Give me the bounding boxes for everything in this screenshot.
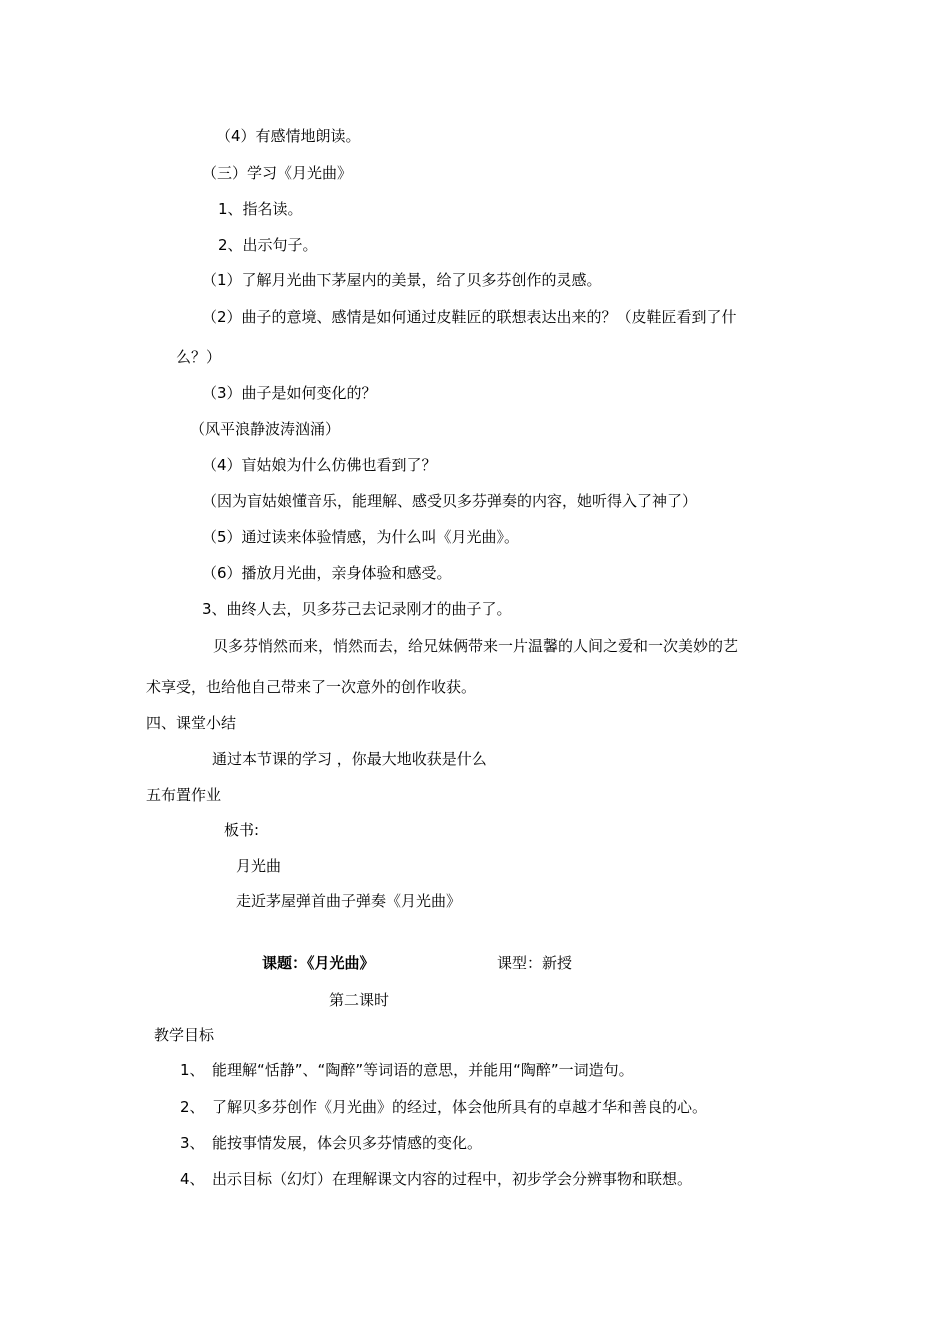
- section-heading: 五布置作业: [146, 786, 222, 804]
- text-line: 板书:: [224, 821, 260, 839]
- section-heading: （三）学习《月光曲》: [202, 164, 353, 182]
- text-line: 月光曲: [236, 857, 282, 875]
- text-line: 术享受，也给他自己带来了一次意外的创作收获。: [146, 678, 477, 696]
- text-line: （5）通过读来体验情感，为什么叫《月光曲》。: [202, 528, 520, 546]
- goal-text: 了解贝多芬创作《月光曲》的经过，体会他所具有的卓越才华和善良的心。: [212, 1098, 708, 1116]
- goal-number: 1、: [180, 1061, 205, 1079]
- text-line: 么？）: [176, 348, 222, 366]
- goal-number: 4、: [180, 1170, 205, 1188]
- text-line: 3、曲终人去，贝多芬己去记录刚才的曲子了。: [202, 600, 512, 618]
- text-line: （4）有感情地朗读。: [216, 127, 361, 145]
- text-line: 走近茅屋弹首曲子弹奏《月光曲》: [236, 892, 462, 910]
- text-line: （2）曲子的意境、感情是如何通过皮鞋匠的联想表达出来的？（皮鞋匠看到了什: [202, 308, 737, 326]
- lesson-title: 课题：《月光曲》: [262, 954, 375, 972]
- text-line: （6）播放月光曲，亲身体验和感受。: [202, 564, 452, 582]
- text-line: （风平浪静波涛汹涌）: [190, 420, 341, 438]
- text-line: （4）盲姑娘为什么仿佛也看到了？: [202, 456, 437, 474]
- text-line: 贝多芬悄然而来，悄然而去，给兄妹俩带来一片温馨的人间之爱和一次美妙的艺: [213, 637, 739, 655]
- text-line: 1、指名读。: [218, 200, 303, 218]
- goal-text: 能理解“恬静”、“陶醉”等词语的意思，并能用“陶醉”一词造句。: [212, 1061, 634, 1079]
- goal-number: 2、: [180, 1098, 205, 1116]
- text-line: （因为盲姑娘懂音乐，能理解、感受贝多芬弹奏的内容，她听得入了神了）: [202, 492, 698, 510]
- section-heading: 教学目标: [154, 1026, 215, 1044]
- lesson-period: 第二课时: [329, 991, 390, 1009]
- text-line: （1）了解月光曲下茅屋内的美景，给了贝多芬创作的灵感。: [202, 271, 602, 289]
- goal-text: 能按事情发展，体会贝多芬情感的变化。: [212, 1134, 483, 1152]
- goal-text: 出示目标（幻灯）在理解课文内容的过程中，初步学会分辨事物和联想。: [212, 1170, 693, 1188]
- text-line: 2、出示句子。: [218, 236, 318, 254]
- lesson-type: 课型：新授: [497, 954, 573, 972]
- section-heading: 四、课堂小结: [146, 714, 237, 732]
- text-line: （3）曲子是如何变化的？: [202, 384, 377, 402]
- text-line: 通过本节课的学习 ，你最大地收获是什么: [212, 750, 487, 768]
- goal-number: 3、: [180, 1134, 205, 1152]
